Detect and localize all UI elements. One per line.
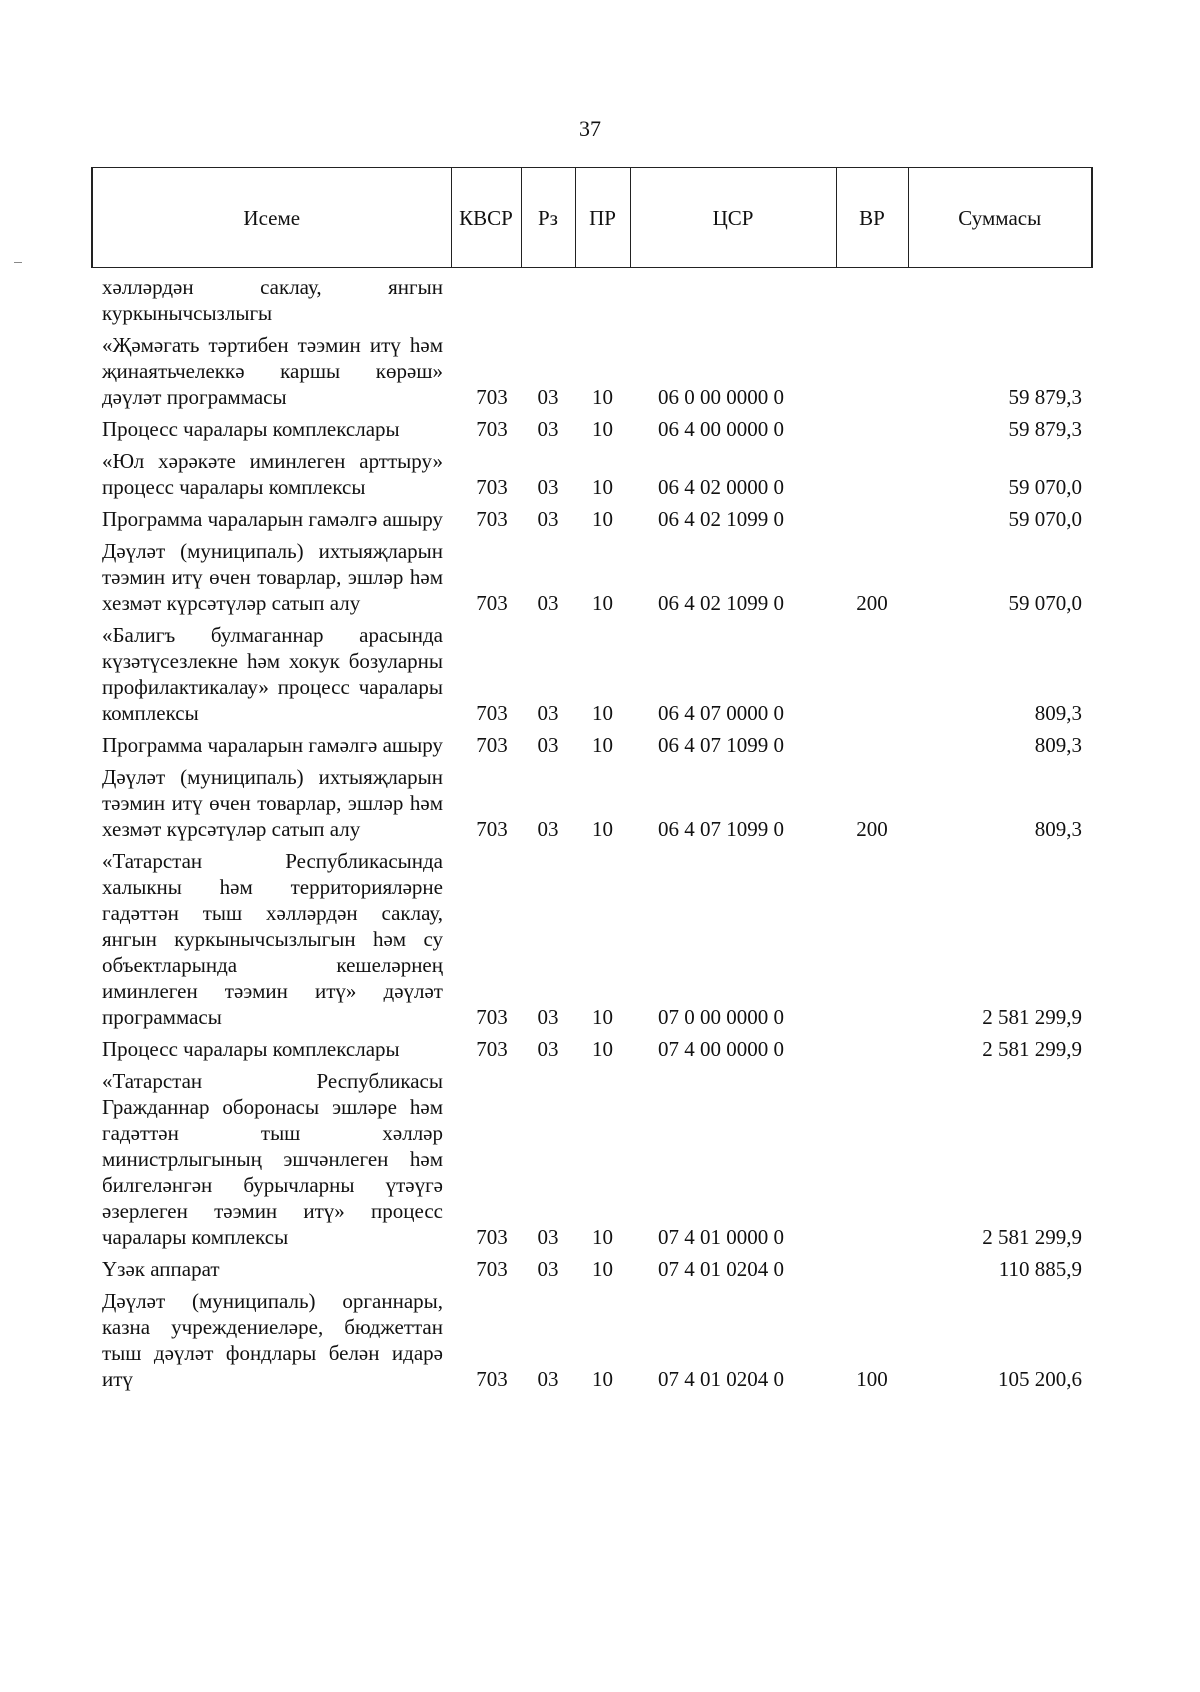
cell-pr: 10 [592,1005,613,1029]
table-row [92,326,1092,410]
cell-sum: 809,3 [1034,733,1082,757]
cell-rz [521,268,575,327]
cell-name: Процесс чаралары комплекслары [102,1037,400,1061]
cell-pr: 10 [592,591,613,615]
cell-name: хәлләрдән саклау, янгын куркынычсызлыгы [102,275,443,325]
cell-sum: 809,3 [1034,701,1082,725]
cell-sum: 59 070,0 [1008,507,1082,531]
cell-vr [836,1062,908,1250]
table-row [92,410,1092,442]
budget-table [91,167,1093,1392]
header-csr: ЦСР [630,168,836,268]
cell-kvsr: 703 [476,475,508,499]
cell-rz: 03 [537,1225,559,1249]
table-header [92,168,1092,268]
table-row [92,1062,1092,1250]
cell-pr [575,268,630,327]
cell-rz: 03 [537,1037,559,1061]
cell-pr: 10 [592,1367,613,1391]
header-name: Исеме [92,168,451,268]
table-row [92,268,1092,327]
scan-edge-mark [14,262,22,263]
cell-vr [836,410,908,442]
cell-kvsr: 703 [476,701,508,725]
cell-kvsr [451,268,521,327]
header-pr: ПР [575,168,630,268]
cell-rz: 03 [537,417,559,441]
cell-pr: 10 [592,1037,613,1061]
table-row [92,616,1092,726]
cell-sum: 809,3 [1034,817,1082,841]
cell-csr: 07 4 01 0204 0 [658,1257,784,1281]
cell-vr: 100 [856,1367,888,1391]
table-row [92,726,1092,758]
cell-vr [836,1030,908,1062]
cell-name: «Татарстан Республикасында халыкны һәм территорияләрне гадәттән тыш хәлләрдән саклау, янгын куркынычсызлыгын һәм су объектларында кешеләрнең иминлеген тәэмин итү» дәүләт программасы [102,849,443,1029]
table-row [92,532,1092,616]
cell-csr: 07 4 01 0000 0 [658,1225,784,1249]
cell-pr: 10 [592,733,613,757]
cell-name: «Юл хәрәкәте иминлеген арттыру» процесс чаралары комплексы [102,449,443,499]
header-vr: ВР [836,168,908,268]
cell-kvsr: 703 [476,1225,508,1249]
table-row [92,758,1092,842]
cell-vr [836,326,908,410]
cell-vr [836,500,908,532]
cell-vr: 200 [856,817,888,841]
cell-name: «Татарстан Республикасы Гражданнар оборонасы эшләре һәм гадәттән тыш хәлләр министрлыгының эшчәнлеген һәм билгеләнгән бурычларны үтәүгә әзерлеген тәэмин итү» процесс чаралары комплексы [102,1069,443,1249]
cell-csr: 06 4 07 1099 0 [658,817,784,841]
cell-pr: 10 [592,385,613,409]
cell-name: Дәүләт (муниципаль) ихтыяҗларын тәэмин итү өчен товарлар, эшләр һәм хезмәт күрсәтүләр сатып алу [102,765,443,841]
cell-csr: 06 4 00 0000 0 [658,417,784,441]
cell-vr [836,268,908,327]
table-row [92,842,1092,1030]
cell-vr [836,842,908,1030]
table-row [92,1282,1092,1392]
cell-pr: 10 [592,817,613,841]
cell-pr: 10 [592,507,613,531]
cell-name: Программа чараларын гамәлгә ашыру [102,507,443,531]
cell-kvsr: 703 [476,507,508,531]
cell-rz: 03 [537,507,559,531]
cell-csr: 06 4 02 1099 0 [658,507,784,531]
cell-name: Үзәк аппарат [102,1257,220,1281]
cell-kvsr: 703 [476,385,508,409]
cell-sum: 2 581 299,9 [982,1005,1082,1029]
cell-name: Процесс чаралары комплекслары [102,417,400,441]
cell-sum: 59 879,3 [1008,417,1082,441]
cell-sum: 110 885,9 [998,1257,1082,1281]
cell-pr: 10 [592,417,613,441]
cell-name: Дәүләт (муниципаль) органнары, казна учреждениеләре, бюджеттан тыш дәүләт фондлары белән идарә итү [102,1289,443,1391]
cell-csr: 06 4 07 1099 0 [658,733,784,757]
table-row [92,500,1092,532]
cell-sum: 59 070,0 [1008,591,1082,615]
cell-pr: 10 [592,701,613,725]
cell-rz: 03 [537,817,559,841]
cell-vr [836,442,908,500]
cell-csr: 07 0 00 0000 0 [658,1005,784,1029]
page-number: 37 [579,116,601,141]
cell-rz: 03 [537,733,559,757]
cell-sum: 2 581 299,9 [982,1225,1082,1249]
cell-csr: 06 4 02 1099 0 [658,591,784,615]
cell-csr: 06 0 00 0000 0 [658,385,784,409]
cell-rz: 03 [537,1005,559,1029]
cell-kvsr: 703 [476,1367,508,1391]
cell-kvsr: 703 [476,1037,508,1061]
cell-kvsr: 703 [476,733,508,757]
cell-csr [630,268,836,327]
cell-sum: 105 200,6 [998,1367,1082,1391]
cell-kvsr: 703 [476,1005,508,1029]
header-sum: Суммасы [908,168,1092,268]
table-row [92,1250,1092,1282]
cell-sum [908,268,1092,327]
cell-sum: 59 070,0 [1008,475,1082,499]
cell-sum: 2 581 299,9 [982,1037,1082,1061]
header-rz: Рз [521,168,575,268]
cell-name: «Балигъ булмаганнар арасында күзәтүсезлекне һәм хокук бозуларны профилактикалау» процесс чаралары комплексы [102,623,443,725]
cell-vr [836,616,908,726]
cell-rz: 03 [537,701,559,725]
cell-csr: 07 4 01 0204 0 [658,1367,784,1391]
cell-kvsr: 703 [476,817,508,841]
cell-rz: 03 [537,1257,559,1281]
header-kvsr: КВСР [451,168,521,268]
cell-sum: 59 879,3 [1008,385,1082,409]
cell-rz: 03 [537,475,559,499]
cell-rz: 03 [537,385,559,409]
cell-pr: 10 [592,1257,613,1281]
cell-vr [836,1250,908,1282]
cell-csr: 07 4 00 0000 0 [658,1037,784,1061]
cell-kvsr: 703 [476,1257,508,1281]
cell-pr: 10 [592,475,613,499]
table-row [92,442,1092,500]
cell-pr: 10 [592,1225,613,1249]
cell-kvsr: 703 [476,417,508,441]
cell-rz: 03 [537,1367,559,1391]
budget-table-container [91,167,1091,1392]
cell-rz: 03 [537,591,559,615]
cell-vr [836,726,908,758]
cell-csr: 06 4 02 0000 0 [658,475,784,499]
cell-vr: 200 [856,591,888,615]
cell-kvsr: 703 [476,591,508,615]
table-body [92,268,1092,1393]
cell-name: «Җәмәгать тәртибен тәэмин итү һәм җинаятьчелеккә каршы көрәш» дәүләт программасы [102,333,443,409]
table-row [92,1030,1092,1062]
cell-csr: 06 4 07 0000 0 [658,701,784,725]
cell-name: Программа чараларын гамәлгә ашыру [102,733,443,757]
cell-name: Дәүләт (муниципаль) ихтыяҗларын тәэмин итү өчен товарлар, эшләр һәм хезмәт күрсәтүләр сатып алу [102,539,443,615]
